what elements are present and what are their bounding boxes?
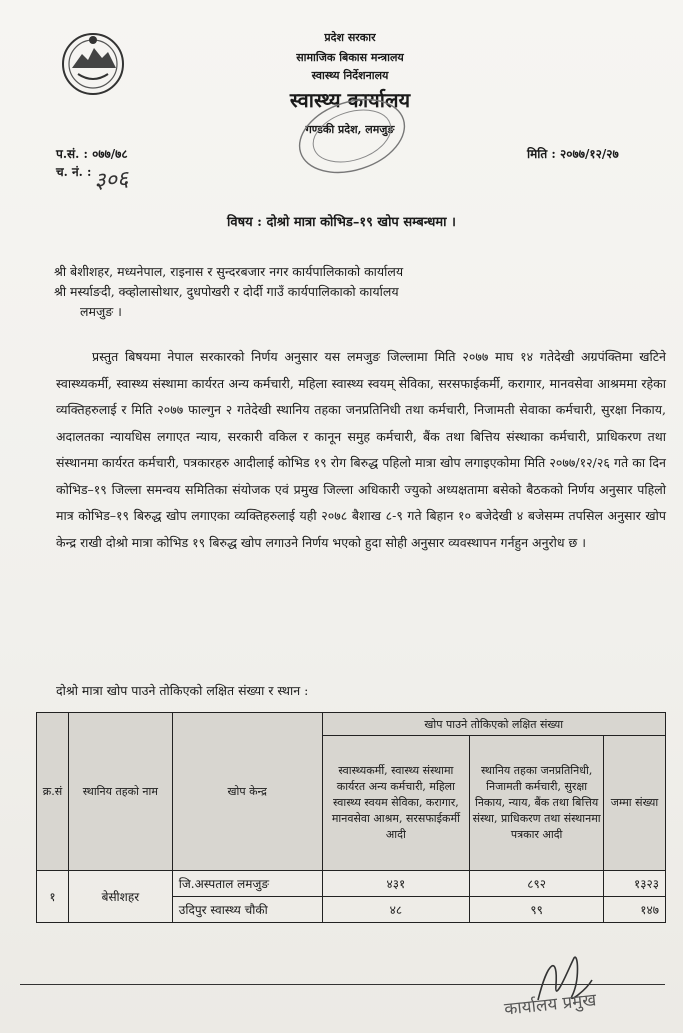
cell-group-1: ४८ [322, 897, 470, 923]
cell-sn: १ [37, 871, 69, 923]
header-line-1: प्रदेश सरकार [324, 31, 376, 44]
header-line-3: स्वास्थ्य निर्देशनालय [311, 69, 389, 82]
table-title: दोश्रो मात्रा खोप पाउने तोकिएको लक्षित संख्या र स्थान : [56, 683, 309, 698]
cell-local-level: बेसीशहर [68, 871, 172, 923]
table-row [37, 871, 666, 897]
nepal-emblem-icon [58, 28, 128, 98]
address-line-2: श्री मर्स्याङदी, क्व्होलासोथार, दुधपोखरी र दोर्दी गाउँ कार्यपालिकाको कार्यालय [54, 284, 399, 299]
office-title: स्वास्थ्य कार्यालय [289, 88, 411, 112]
header-vaccine-center: खोप केन्द्र [172, 713, 322, 871]
subject-line: विषय : दोश्रो मात्रा कोभिड–१९ खोप सम्बन्धमा । [227, 215, 456, 230]
cell-center: उदिपुर स्वास्थ्य चौकी [172, 897, 322, 923]
header-sn: क्र.सं [37, 713, 69, 871]
office-stamp-icon [292, 96, 412, 174]
dispatch-number-label: च. नं. : [56, 165, 92, 179]
cell-group-2: ८९२ [470, 871, 604, 897]
document-date: मिति : २०७७/१२/२७ [527, 147, 619, 161]
header-group-2: स्थानिय तहका जनप्रतिनिधी, निजामती कर्मचारी, सुरक्षा निकाय, न्याय, बैंक तथा बित्तिय संस्था, प्राधिकरण तथा संस्थानमा पत्रकार आदी [470, 736, 604, 871]
cell-total: १४७ [604, 897, 666, 923]
cell-group-2: ९९ [470, 897, 604, 923]
signature-divider [20, 984, 665, 985]
header-local-level: स्थानिय तहको नाम [68, 713, 172, 871]
address-line-1: श्री बेशीशहर, मध्यनेपाल, राइनास र सुन्दरबजार नगर कार्यपालिकाको कार्यालय [54, 264, 404, 279]
cell-total: १३२३ [604, 871, 666, 897]
header-line-2: सामाजिक बिकास मन्त्रालय [296, 51, 404, 64]
header-group-1: स्वास्थ्यकर्मी, स्वास्थ्य संस्थामा कार्यरत अन्य कर्मचारी, महिला स्वास्थ्य स्वयम सेविका, करागार, मानवसेवा आश्रम, सरसफाईकर्मी आदी [322, 736, 470, 871]
header-target-count: खोप पाउने तोकिएको लक्षित संख्या [322, 713, 665, 736]
cell-center: जि.अस्पताल लमजुङ [172, 871, 322, 897]
vaccine-target-table [36, 712, 666, 923]
body-paragraph [56, 344, 666, 556]
reference-number: प.सं. : ०७७/७८ [56, 147, 128, 161]
signature-label: कार्यालय प्रमुख [503, 990, 598, 1020]
body-text: प्रस्तुत बिषयमा नेपाल सरकारको निर्णय अनुसार यस लमजुङ जिल्लामा मिति २०७७ माघ १४ गतेदेखी अग्रपंक्तिमा खटिने स्वास्थ्यकर्मी, स्वास्थ्य संस्थामा कार्यरत अन्य कर्मचारी, महिला स्वास्थ्य स्वयम् सेविका, सरसफाईकर्मी, करागार, मानवसेवा आश्रममा रहेका व्यक्तिहरुलाई र मिति २०७७ फाल्गुन २ गतेदेखी स्थानिय तहका जनप्रतिनिधी तथा कर्मचारी, निजामती सेवाका कर्मचारी, सुरक्षा निकाय, अदालतका न्यायधिस लगाएत न्याय, सरकारी वकिल र कानून समुह कर्मचारी, बैंक तथा बित्तिय संस्थाका कर्मचारी, प्राधिकरण तथा संस्थानमा कार्यरत कर्मचारी, पत्रकारहरु आदीलाई कोभिड १९ रोग बिरुद्ध पहिलो मात्रा खोप लगाइएकोमा मिति २०७७/१२/२६ गते का दिन कोभिड–१९ जिल्ला समन्वय समितिका संयोजक एवं प्रमुख जिल्ला अधिकारी ज्युको अध्यक्षतामा बसेको बैठकको निर्णय अनुसार पहिलो मात्र कोभिड–१९ बिरुद्ध खोप लगाएका व्यक्तिहरुलाई यही २०७८ बैशाख ८-९ गते बिहान १० बजेदेखी ४ बजेसम्म तपसिल अनुसार खोप केन्द्र राखी दोश्रो मात्रा कोभिड १९ बिरुद्ध खोप लगाउने निर्णय भएको हुदा सोही अनुसार व्यवस्थापन गर्नहुन अनुरोध छ । [56, 349, 666, 550]
header-total: जम्मा संख्या [604, 736, 666, 871]
office-district: गण्डकी प्रदेश, लमजुङ [305, 123, 395, 136]
address-line-3: लमजुङ । [80, 304, 122, 319]
cell-group-1: ४३१ [322, 871, 470, 897]
dispatch-number-handwritten: ३०६ [93, 166, 130, 195]
